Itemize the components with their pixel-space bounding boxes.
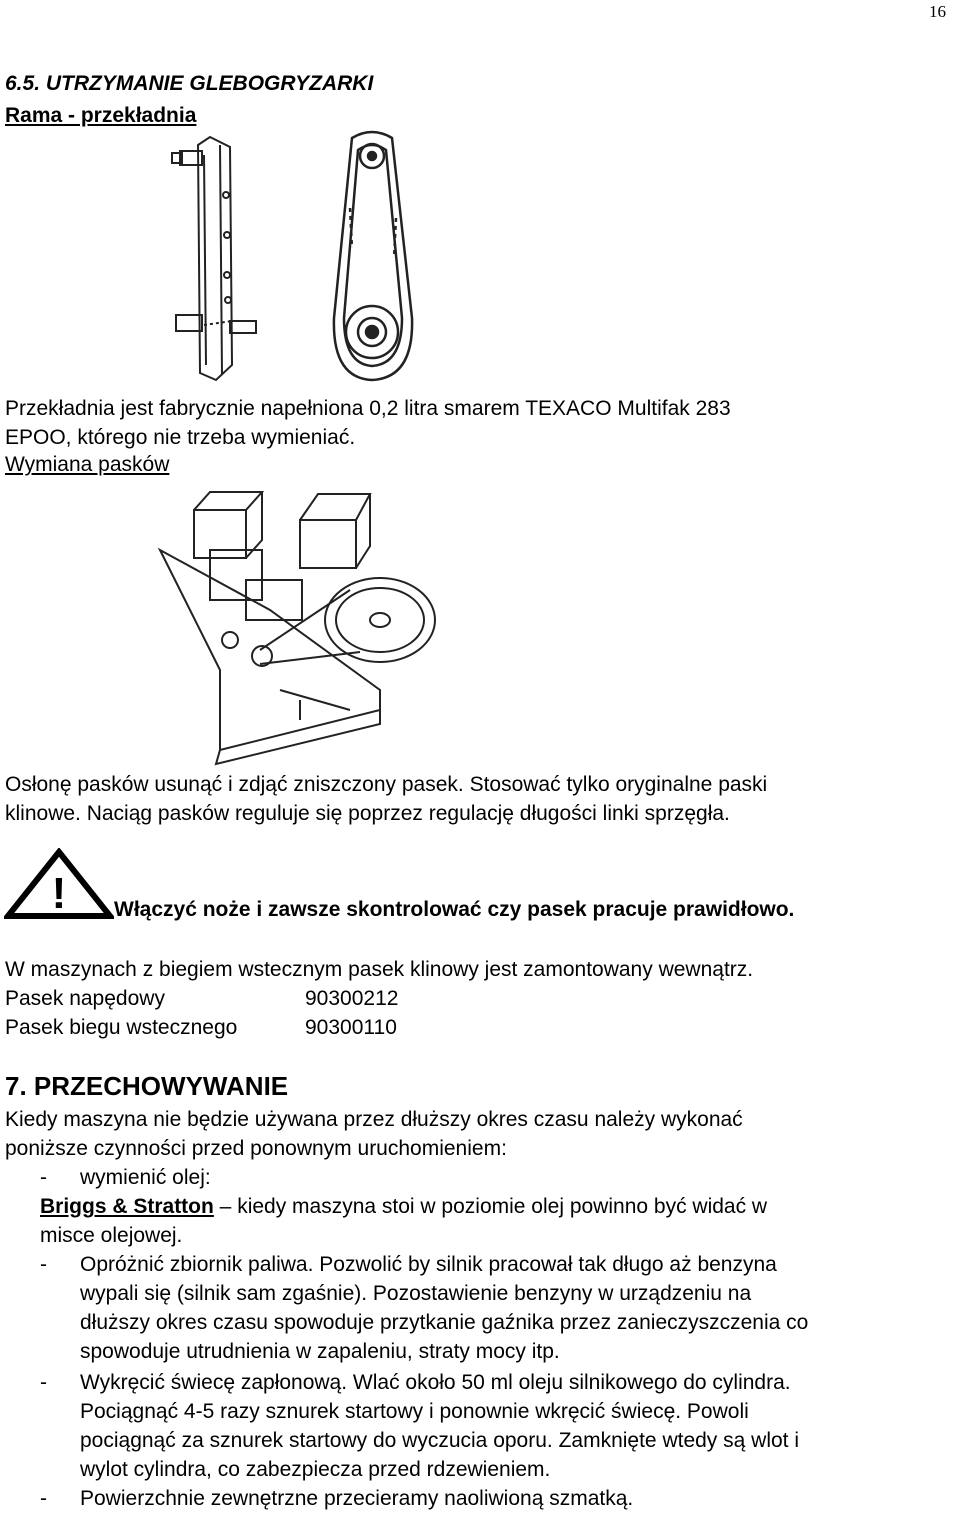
gearbox-side-figure <box>170 125 260 390</box>
belt-replacement-figure <box>150 480 440 770</box>
brand-name: Briggs & Stratton <box>40 1195 214 1218</box>
oil-note: – kiedy maszyna stoi w poziomie olej powinno być widać w <box>213 1195 768 1218</box>
list-item-fuel-line-3: dłuższy okres czasu spowoduje przytkanie gaźnika przez zanieczyszczenia co <box>80 1311 809 1334</box>
list-item-fuel-line-2: wypali się (silnik sam zgaśnie). Pozostawienie benzyny w urządzeniu na <box>80 1282 752 1305</box>
part-number: 90300110 <box>305 1016 397 1039</box>
reverse-note: W maszynach z biegiem wstecznym pasek klinowy jest zamontowany wewnątrz. <box>5 958 754 981</box>
belts-text-line-2: klinowe. Naciąg pasków reguluje się poprzez regulację długości linki sprzęgła. <box>5 802 730 825</box>
belts-text-line-1: Osłonę pasków usunąć i zdjąć zniszczony pasek. Stosować tylko oryginalne paski <box>5 773 768 796</box>
oil-brand-line <box>40 1192 767 1221</box>
list-item-spark-line-1: Wykręcić świecę zapłonową. Wlać około 50 ml oleju silnikowego do cylindra. <box>80 1371 791 1394</box>
belts-title: Wymiana pasków <box>5 453 170 476</box>
list-item-spark-line-2: Pociągnąć 4-5 razy sznurek startowy i ponownie wkręcić świecę. Powoli <box>80 1400 749 1423</box>
list-item-fuel-line-1: Opróżnić zbiornik paliwa. Pozwolić by silnik pracował tak długo aż benzyna <box>80 1253 777 1276</box>
storage-title: 7. PRZECHOWYWANIE <box>5 1071 289 1101</box>
list-item-dash: - <box>40 1166 47 1189</box>
list-item-fuel-line-4: spowoduje utrudnienia w zapaleniu, straty mocy itp. <box>80 1340 560 1363</box>
part-row-drive-belt <box>5 984 399 1013</box>
list-item-spark-line-4: wylot cylindra, co zabezpiecza przed rdzewieniem. <box>80 1458 551 1481</box>
part-row-reverse-belt <box>5 1013 397 1042</box>
list-item-dash: - <box>40 1371 47 1394</box>
list-item-dash: - <box>40 1253 47 1276</box>
list-item-surfaces: Powierzchnie zewnętrzne przecieramy naoliwioną szmatką. <box>80 1487 634 1510</box>
gearbox-text-line-1: Przekładnia jest fabrycznie napełniona 0,2 litra smarem TEXACO Multifak 283 <box>5 397 731 420</box>
oil-note-line-2: misce olejowej. <box>40 1224 183 1247</box>
section-title: 6.5. UTRZYMANIE GLEBOGRYZARKI <box>5 72 374 95</box>
gearbox-text-line-2: EPOO, którego nie trzeba wymieniać. <box>5 426 356 449</box>
page-number: 16 <box>929 2 946 21</box>
warning-symbol: ! <box>51 869 67 918</box>
warning-text: Włączyć noże i zawsze skontrolować czy pasek pracuje prawidłowo. <box>114 898 795 921</box>
list-item-dash: - <box>40 1487 47 1510</box>
list-item-spark-line-3: pociągnąć za sznurek startowy do wyczucia oporu. Zamknięte wtedy są wlot i <box>80 1429 799 1452</box>
part-name: Pasek biegu wstecznego <box>5 1016 238 1039</box>
warning-triangle-icon <box>4 848 114 920</box>
storage-intro-line-2: poniższe czynności przed ponownym uruchomieniem: <box>5 1137 507 1160</box>
storage-intro-line-1: Kiedy maszyna nie będzie używana przez dłuższy okres czasu należy wykonać <box>5 1108 743 1131</box>
subsection-title: Rama - przekładnia <box>5 104 197 127</box>
list-item-oil: wymienić olej: <box>80 1166 211 1189</box>
part-number: 90300212 <box>305 987 399 1010</box>
gearbox-front-figure <box>328 128 416 386</box>
part-name: Pasek napędowy <box>5 987 165 1010</box>
